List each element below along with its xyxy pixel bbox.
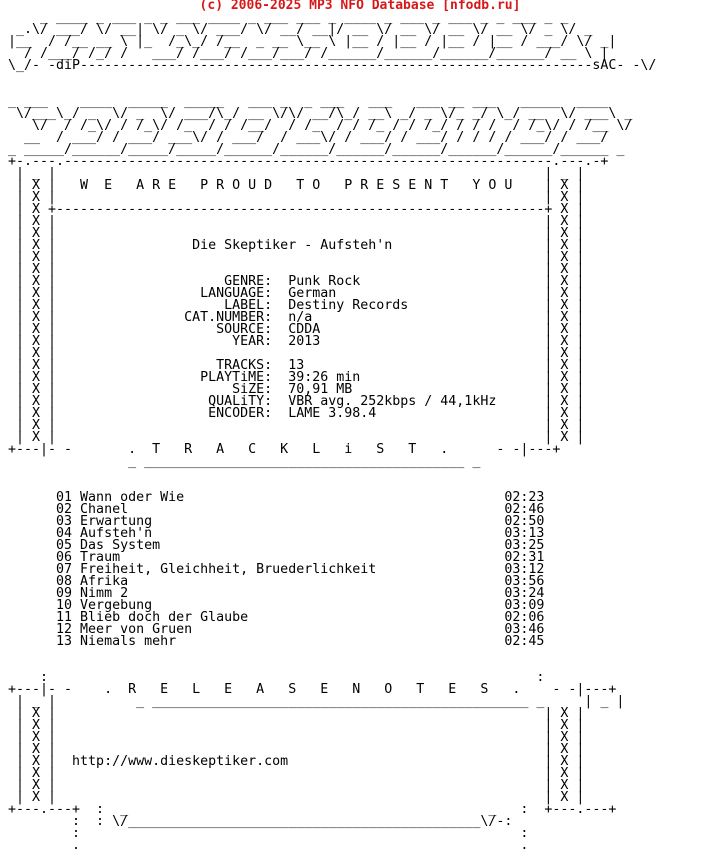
nfo-line: . . (8, 838, 529, 853)
nfo-line: 07 Freiheit, Gleichheit, Bruederlichkeit 03:12 (8, 562, 545, 577)
nfo-line: |__ / /__ __ \ |_ /_\_/ /__ _ __ \__ \ |__ / |__ / |__ / |__ / ___/ \/ _| (8, 34, 617, 49)
nfo-line: 06 Traum 02:31 (8, 550, 545, 565)
nfo-line: | X | | X | (8, 190, 585, 205)
nfo-line: _ ___ ____ _____ _____ ___ _ _ ___ ___ ___ __ ___ _____ ____ (8, 94, 609, 109)
nfo-line: _.\/ ___/ \/ __| \/ _ \/ ___/ \/ __/ __|/ __ \/ __ \/ __ \/ __ \/ _ \/ _ (8, 22, 593, 37)
nfo-line: _ ________________________________________ _ (8, 454, 481, 469)
nfo-line: : : \/____________________________________________\/-: (8, 814, 513, 829)
nfo-line: 02 Chanel 02:46 (8, 502, 545, 517)
nfo-line (8, 468, 656, 480)
nfo-line: +-.---.-------------------------------------------------------------.---.-+ (8, 154, 609, 169)
nfo-line (8, 852, 656, 864)
nfo-line: 05 Das System 03:25 (8, 538, 545, 553)
nfo-line: +---|- - . T R A C K L i S T . - -|---+ (8, 442, 561, 457)
nfo-line: | X | | X | (8, 706, 585, 721)
nfo-line (8, 72, 656, 84)
nfo-line: | X | LANGUAGE: German | X | (8, 286, 585, 301)
nfo-line: 03 Erwartung 02:50 (8, 514, 545, 529)
nfo-line: | _ | | _ | (8, 166, 585, 181)
nfo-line: / /___/ /_/ / ___/ /___/ /___/___/ /______/______/______/______/ __ \ | (8, 46, 609, 61)
nfo-line: +---|- - . R E L E A S E N O T E S . - -|---+ (8, 682, 617, 697)
nfo-line: | X | | X | (8, 742, 585, 757)
nfo-line: | X | Die Skeptiker - Aufsteh'n | X | (8, 238, 585, 253)
nfo-line: +---.---+ : _ _ : +---.---+ (8, 802, 617, 817)
nfo-line: | X | SOURCE: CDDA | X | (8, 322, 585, 337)
nfo-database-header: (c) 2006-2025 MP3 NFO Database [nfodb.ru] (199, 0, 521, 13)
nfo-line: | X | | X | (8, 766, 585, 781)
nfo-line: | X | W E A R E P R O U D T O P R E S E N T Y O U | X | (8, 178, 585, 193)
nfo-line: _ _____/______/_____/_____/______/______/______/______/______/______/______ _ (8, 142, 625, 157)
nfo-line: | X | GENRE: Punk Rock | X | (8, 274, 585, 289)
nfo-line: | X | | X | (8, 778, 585, 793)
nfo-line: | X | | X | (8, 718, 585, 733)
nfo-line: 11 Blieb doch der Glaube 02:06 (8, 610, 545, 625)
nfo-line: | X | | X | (8, 226, 585, 241)
nfo-line: 09 Nimm 2 03:24 (8, 586, 545, 601)
nfo-line: | X | | X | (8, 214, 585, 229)
nfo-line: __ / ___/ / ___/ ___\/ / ___/ / ___\/ / ___/ / ___/ / / / / ___/ / ___/ (8, 130, 609, 145)
nfo-line: 04 Aufsteh'n 03:13 (8, 526, 545, 541)
nfo-line: : : (8, 670, 545, 685)
nfo-line: | X | ENCODER: LAME 3.98.4 | X | (8, 406, 585, 421)
nfo-line: \_/- -diP----------------------------------------------------------------sAC- -\/ (8, 58, 657, 73)
nfo-line: _ ____ _ ___ _ _ ___ ____ _ ___ ___ _ ____ _ ___ _ ___ _ _ ___ _ _ (8, 10, 569, 25)
nfo-line: | _ | _ _______________________________________________ _ | _ | (8, 694, 625, 709)
nfo-line: | X | | X | (8, 790, 585, 805)
nfo-line: 01 Wann oder Wie 02:23 (8, 490, 545, 505)
nfo-line: | X | TRACKS: 13 | X | (8, 358, 585, 373)
nfo-line: | X | | X | (8, 418, 585, 433)
nfo-line: | X | | X | (8, 346, 585, 361)
nfo-line: \/___\_/ _ \/ _ \/ ___/\_/ __ \/\/ __/\_/ __\ _/ _ \/_ _/ \_/ __ \/ ___\ _ (8, 106, 633, 121)
nfo-line: | X | SiZE: 70,91 MB | X | (8, 382, 585, 397)
nfo-line (8, 648, 656, 660)
nfo-line: | X | | X | (8, 250, 585, 265)
nfo-line: \/ / /_\/ / /_\/ /_ / / /__/ / /_ / / /_ / / /_/ / / / / /_\/ / /__ \/ (8, 118, 633, 133)
nfo-line: | X | | X | (8, 262, 585, 277)
nfo-line: | X | LABEL: Destiny Records | X | (8, 298, 585, 313)
nfo-line: | X | YEAR: 2013 | X | (8, 334, 585, 349)
nfo-line: : : (8, 826, 529, 841)
nfo-line: 13 Niemals mehr 02:45 (8, 634, 545, 649)
nfo-text-body (8, 12, 656, 864)
nfo-line: | X | | X | (8, 730, 585, 745)
nfo-line: | X +-------------------------------------------------------------+ X | (8, 202, 585, 217)
nfo-line: | X | http://www.dieskeptiker.com | X | (8, 754, 585, 769)
nfo-line: 12 Meer von Gruen 03:46 (8, 622, 545, 637)
nfo-line: 08 Afrika 03:56 (8, 574, 545, 589)
nfo-line: | X | CAT.NUMBER: n/a | X | (8, 310, 585, 325)
nfo-line: 10 Vergebung 03:09 (8, 598, 545, 613)
nfo-line: | X | QUALiTY: VBR avg. 252kbps / 44,1kHz | X | (8, 394, 585, 409)
nfo-line: | X | PLAYTiME: 39:26 min | X | (8, 370, 585, 385)
nfo-line: | X | | X | (8, 430, 585, 445)
